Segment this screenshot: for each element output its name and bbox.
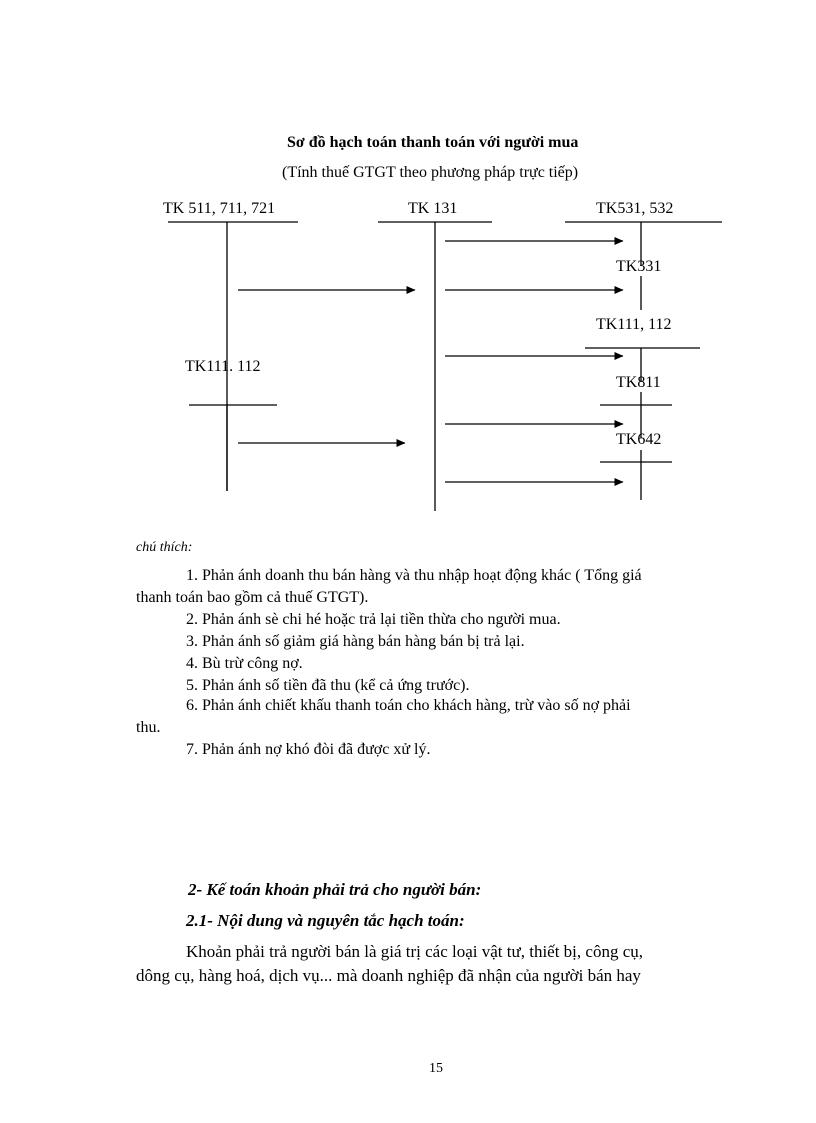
note-item-7: 7. Phản ánh nợ khó đòi đã được xử lý. (186, 741, 431, 758)
account-label-tk111-right: TK111, 112 (596, 316, 672, 333)
account-label-tk131: TK 131 (408, 200, 458, 217)
note-item-1-line1: 1. Phản ánh doanh thu bán hàng và thu nhập hoạt động khác ( Tổng giá (186, 567, 642, 584)
section-paragraph-line2: dông cụ, hàng hoá, dịch vụ... mà doanh nghiệp đã nhận của người bán hay (136, 966, 641, 985)
account-label-tk511: TK 511, 711, 721 (163, 200, 276, 217)
account-label-tk531: TK531, 532 (596, 200, 674, 217)
account-label-tk811: TK811 (616, 374, 661, 391)
section-heading: 2- Kế toán khoản phải trả cho người bán: (188, 880, 482, 899)
account-label-tk111-left: TK111. 112 (185, 358, 261, 375)
note-item-4: 4. Bù trừ công nợ. (186, 655, 303, 672)
account-label-tk642: TK642 (616, 431, 662, 448)
section-subheading: 2.1- Nội dung và nguyên tắc hạch toán: (186, 911, 465, 930)
note-item-5: 5. Phản ánh số tiền đã thu (kể cả ứng trước). (186, 677, 470, 694)
note-item-3: 3. Phản ánh số giảm giá hàng bán hàng bán bị trả lại. (186, 633, 525, 650)
section-paragraph-line1: Khoản phải trả người bán là giá trị các loại vật tư, thiết bị, công cụ, (186, 942, 643, 961)
note-item-6-line1: 6. Phản ánh chiết khấu thanh toán cho khách hàng, trừ vào số nợ phải (186, 697, 631, 714)
account-label-tk331: TK331 (616, 258, 662, 275)
note-item-6-line2: thu. (136, 719, 161, 736)
note-item-2: 2. Phản ánh sè chi hé hoặc trả lại tiền thừa cho người mua. (186, 611, 561, 628)
diagram-title: Sơ đồ hạch toán thanh toán với người mua (287, 134, 579, 151)
diagram-subtitle: (Tính thuế GTGT theo phương pháp trực tiếp) (282, 164, 579, 181)
page-number: 15 (429, 1061, 443, 1076)
notes-heading: chú thích: (136, 540, 193, 555)
note-item-1-line2: thanh toán bao gồm cả thuế GTGT). (136, 589, 369, 606)
